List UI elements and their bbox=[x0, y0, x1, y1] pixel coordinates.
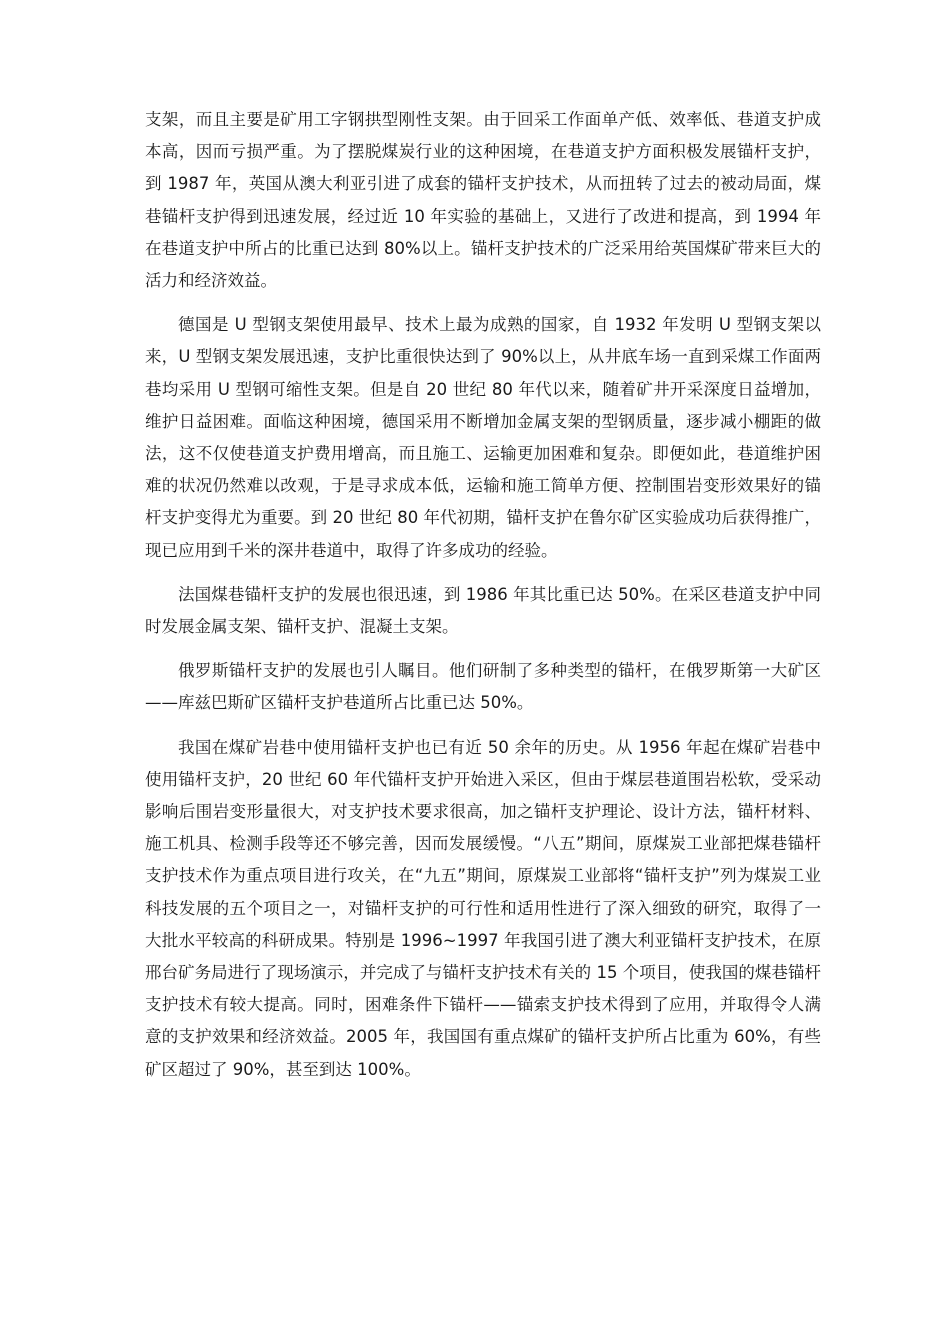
paragraph-france: 法国煤巷锚杆支护的发展也很迅速，到 1986 年其比重已达 50%。在采区巷道支护中同时发展金属支架、锚杆支护、混凝土支架。 bbox=[145, 584, 821, 637]
paragraph-uk-continued: 支架，而且主要是矿用工字钢拱型刚性支架。由于回采工作面单产低、效率低、巷道支护成本高，因而亏损严重。为了摆脱煤炭行业的这种困境，在巷道支护方面积极发展锚杆支护，到 1987 年，英国从澳大利亚引进了成套的锚杆支护技术，从而扭转了过去的被动局面，煤巷锚杆支护得到迅速发展，经过近 10 年实验的基础上，又进行了改进和提高，到 1994 年在巷道支护中所占的比重已达到 80%以上。锚杆支护技术的广泛采用给英国煤矿带来巨大的活力和经济效益。 bbox=[145, 110, 821, 291]
paragraph-china: 我国在煤矿岩巷中使用锚杆支护也已有近 50 余年的历史。从 1956 年起在煤矿岩巷中使用锚杆支护，20 世纪 60 年代锚杆支护开始进入采区，但由于煤层巷道围岩松软，受采动影响后围岩变形量很大，对支护技术要求很高，加之锚杆支护理论、设计方法，锚杆材料、施工机具、检测手段等还不够完善，因而发展缓慢。“八五”期间，原煤炭工业部把煤巷锚杆支护技术作为重点项目进行攻关，在“九五”期间，原煤炭工业部将“锚杆支护”列为煤炭工业科技发展的五个项目之一，对锚杆支护的可行性和适用性进行了深入细致的研究，取得了一大批水平较高的科研成果。特别是 1996~1997 年我国引进了澳大利亚锚杆支护技术，在原邢台矿务局进行了现场演示，并完成了与锚杆支护技术有关的 15 个项目，使我国的煤巷锚杆支护技术有较大提高。同时，困难条件下锚杆——锚索支护技术得到了应用，并取得令人满意的支护效果和经济效益。2005 年，我国国有重点煤矿的锚杆支护所占比重为 60%，有些矿区超过了 90%，甚至到达 100%。 bbox=[145, 737, 821, 1079]
paragraph-russia: 俄罗斯锚杆支护的发展也引人瞩目。他们研制了多种类型的锚杆，在俄罗斯第一大矿区——库兹巴斯矿区锚杆支护巷道所占比重已达 50%。 bbox=[145, 661, 821, 713]
paragraph-germany: 德国是 U 型钢支架使用最早、技术上最为成熟的国家，自 1932 年发明 U 型钢支架以来，U 型钢支架发展迅速，支护比重很快达到了 90%以上，从井底车场一直到采煤工作面两巷均采用 U 型钢可缩性支架。但是自 20 世纪 80 年代以来，随着矿井开采深度日益增加，维护日益困难。面临这种困境，德国采用不断增加金属支架的型钢质量，逐步减小棚距的做法，这不仅使巷道支护费用增高，而且施工、运输更加困难和复杂。即便如此，巷道维护困难的状况仍然难以改观，于是寻求成本低，运输和施工简单方便、控制围岩变形效果好的锚杆支护变得尤为重要。到 20 世纪 80 年代初期，锚杆支护在鲁尔矿区实验成功后获得推广，现已应用到千米的深井巷道中，取得了许多成功的经验。 bbox=[145, 315, 821, 560]
document-body bbox=[145, 104, 821, 1098]
